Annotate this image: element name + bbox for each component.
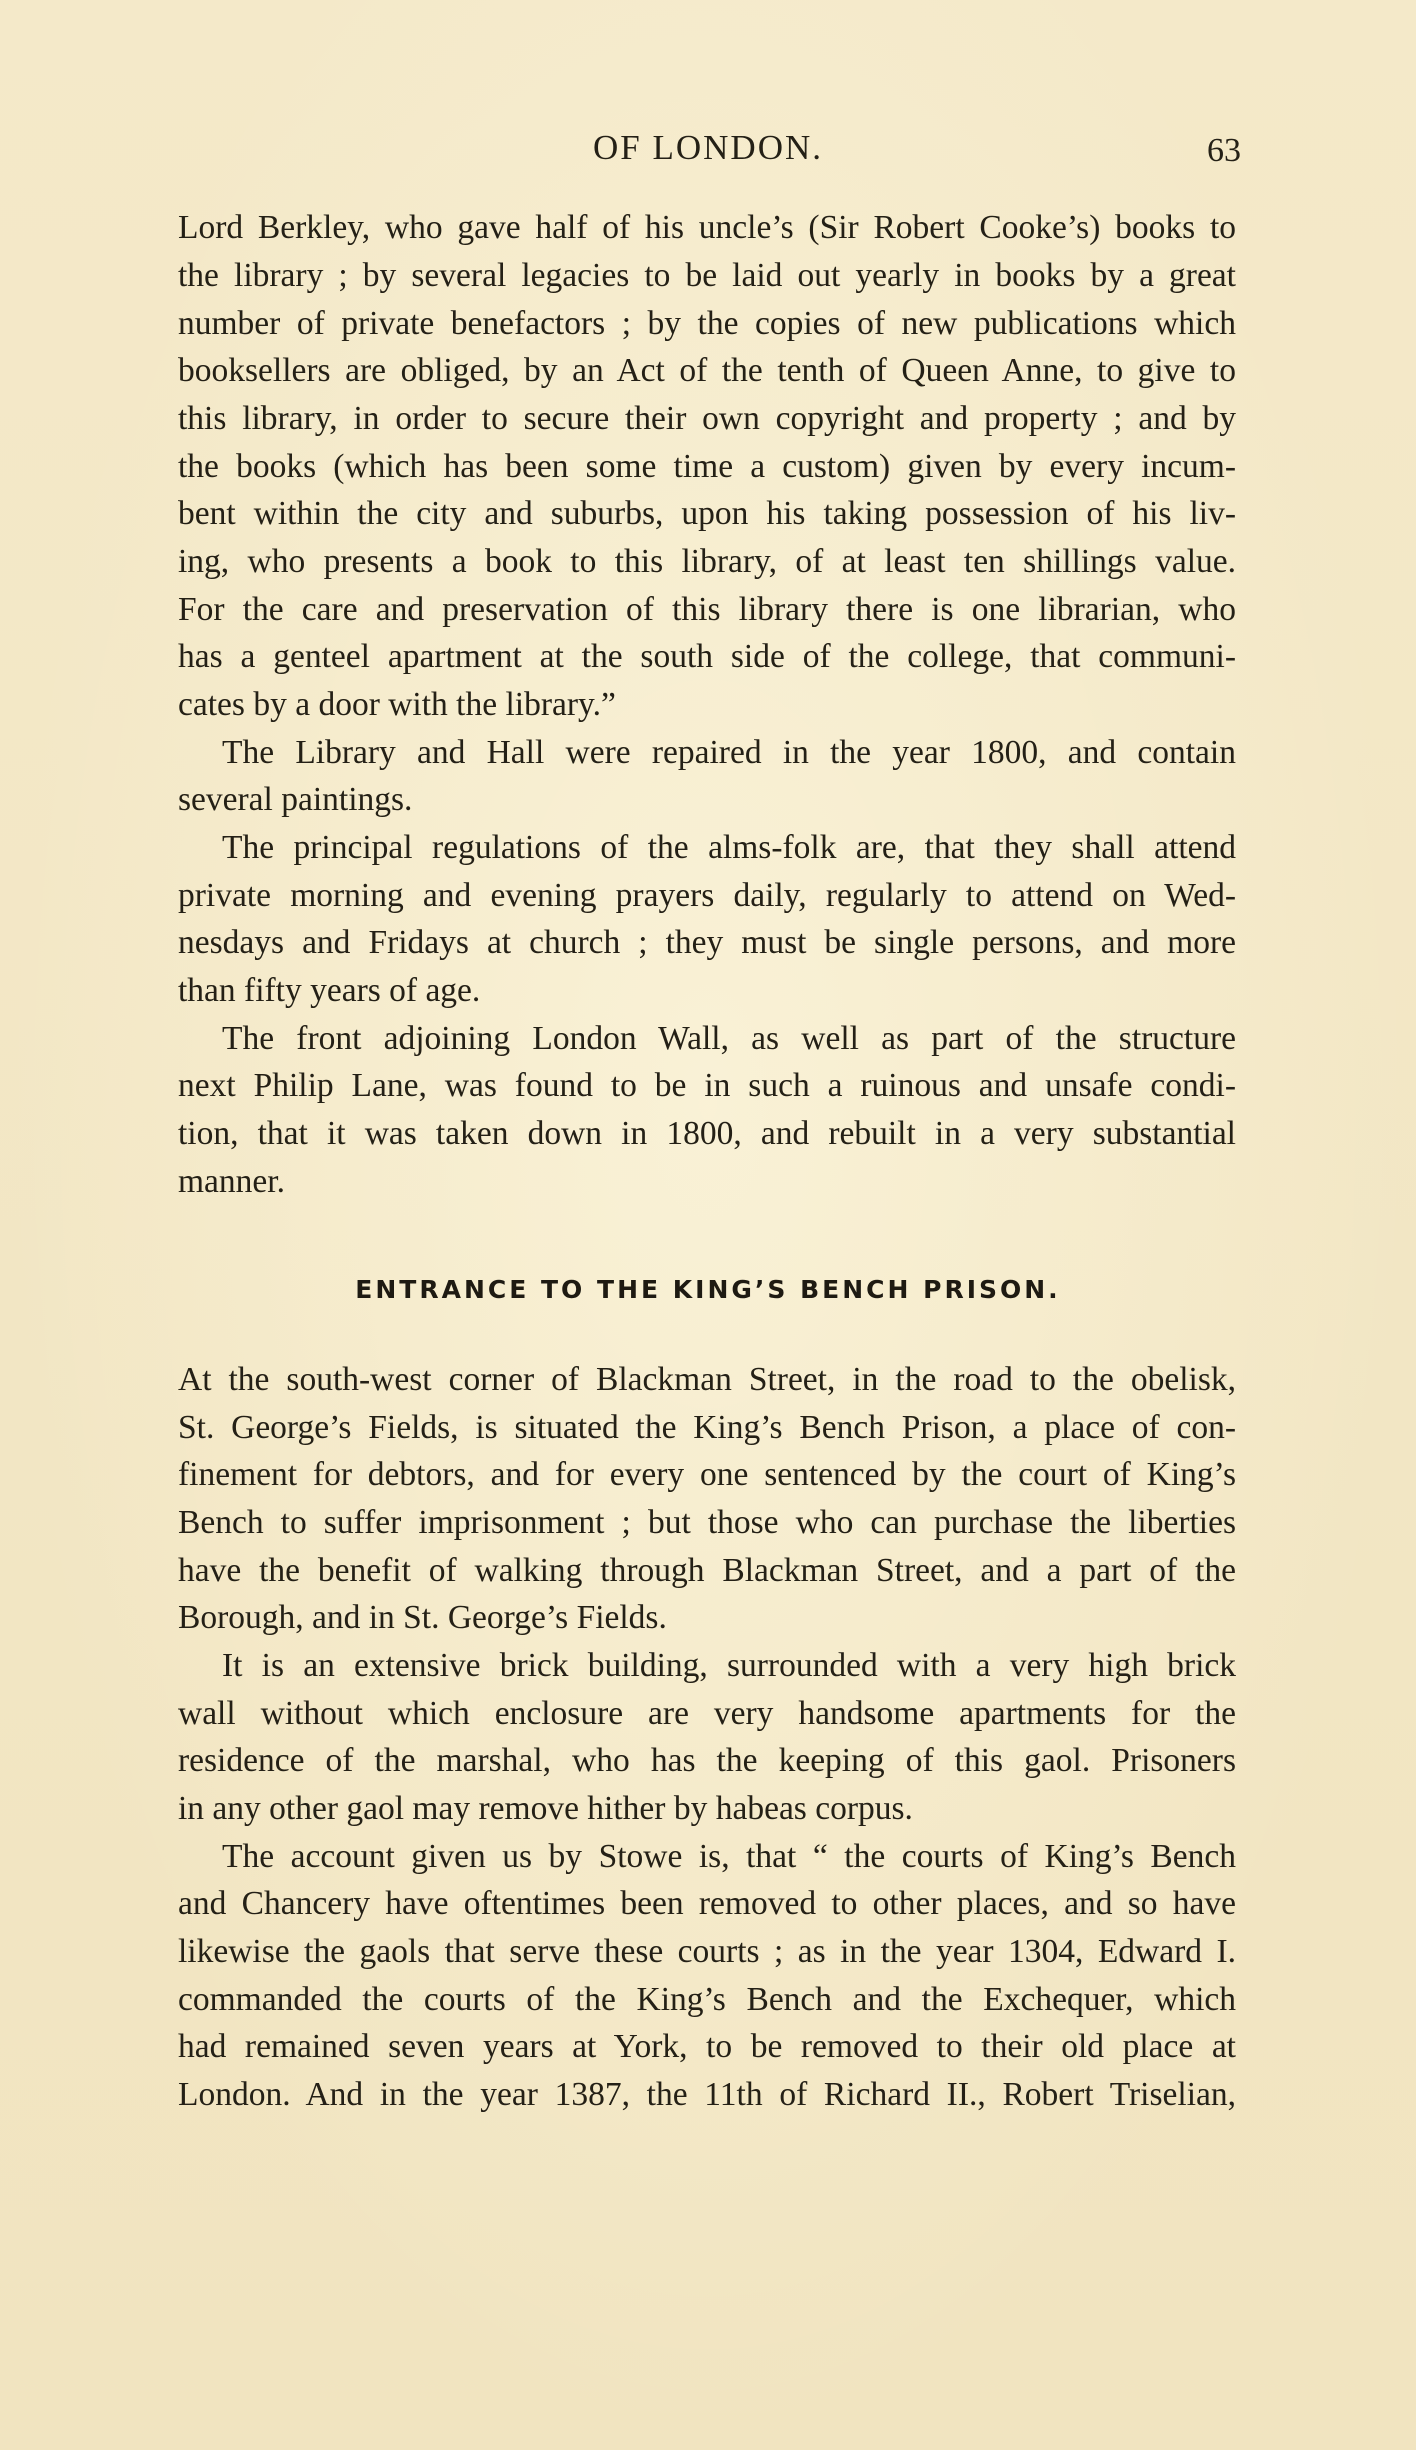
page-number: 63	[1207, 132, 1241, 169]
page-header	[0, 128, 1416, 178]
section-heading: ENTRANCE TO THE KING’S BENCH PRISON.	[355, 1275, 1061, 1304]
running-title: OF LONDON.	[593, 128, 823, 167]
book-page: OF LONDON. 63 Lord Berkley, who gave half of his uncle’s (Sir Robert Cooke’s) books to the library ; by several legacies to be laid out yearly in books by a great number of private benefactors ; by the copies of new publications which booksellers are obliged, by an Act of the tenth of Queen Anne, to give to this library, in order to secure their own copyright and property ; and by the books (which has been some time a custom) given by every incum- bent within the city and suburbs, upon his taking possession of his liv- ing, who presents a book to this library, of at least ten shillings value. For the care and preservation of this library there is one librarian, who has a genteel apartment at the south side of the college, that communi- cates by a door with the library.” The Library and Hall were repaired in the year 1800, and contain several paintings. The principal regulations of the alms-folk are, that they shall attend private morning and evening prayers daily, regularly to attend on Wed- nesdays and Fridays at church ; they must be single persons, and more than fifty years of age. The front adjoining London Wall, as well as part of the structure next Philip Lane, was found to be in such a ruinous and unsafe condi- tion, that it was taken down in 1800, and rebuilt in a very substantial manner. ENTRANCE TO THE KING’S BENCH PRISON. At the south-west corner of Blackman Street, in the road to the obelisk, St. George’s Fields, is situated the King’s Bench Prison, a place of con- finement for debtors, and for every one sentenced by the court of King’s Bench to suffer imprisonment ; but those who can purchase the liberties have the benefit of walking through Blackman Street, and a part of the Borough, and in St. George’s Fields. It is an extensive brick building, surrounded with a very high brick wall without which enclosure are very handsome apartments for the residence of the marshal, who has the keeping of this gaol. Prisoners in any other gaol may remove hither by habeas corpus. The account given us by Stowe is, that “ the courts of King’s Bench and Chancery have oftentimes been removed to other places, and so have likewise the gaols that serve these courts ; as in the year 1304, Edward I. commanded the courts of the King’s Bench and the Exchequer, which had remained seven years at York, to be removed to their old place at London. And in the year 1387, the 11th of Richard II., Robert Triselian,	[0, 0, 1416, 2450]
